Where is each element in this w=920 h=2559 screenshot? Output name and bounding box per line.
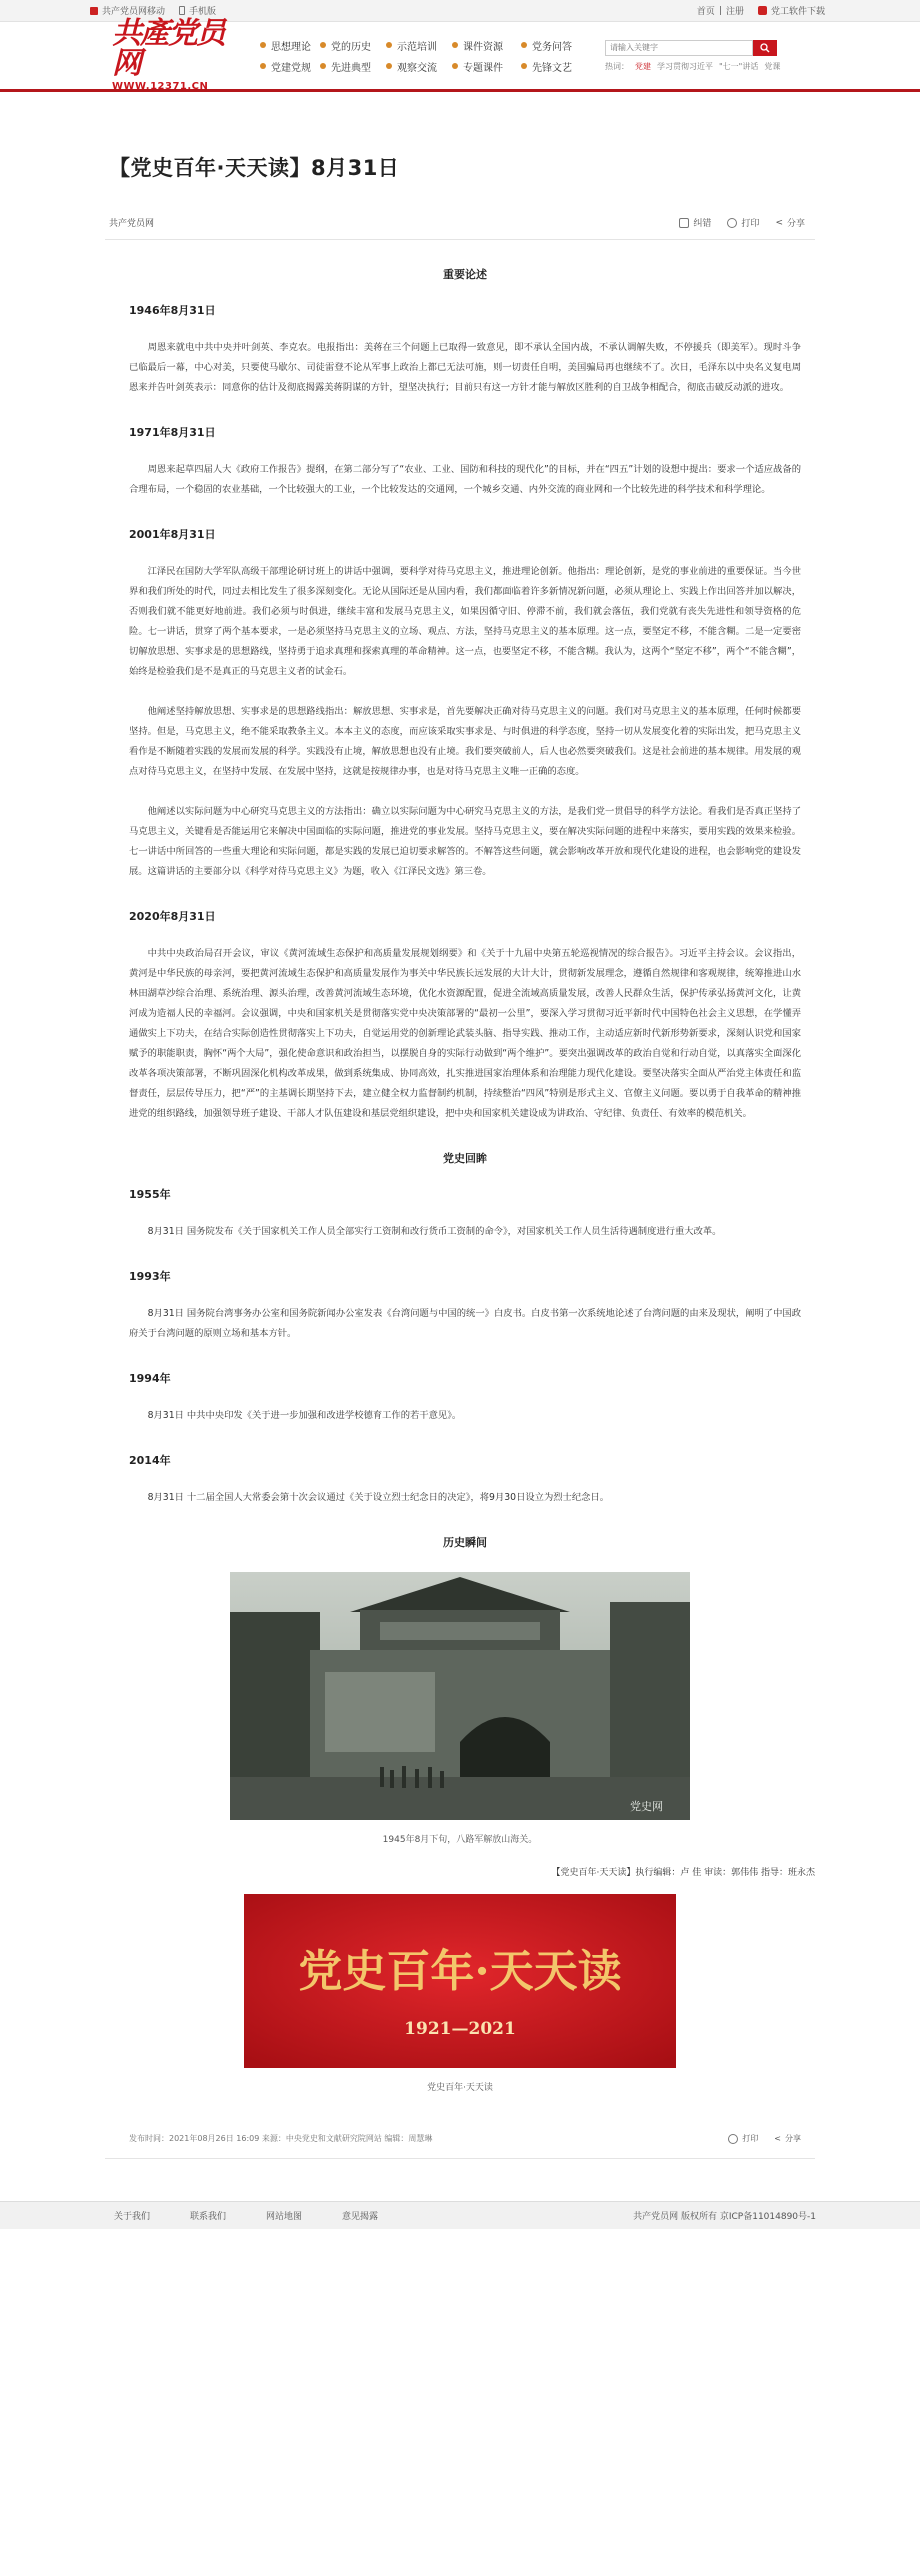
nav-item-10[interactable] bbox=[521, 59, 581, 74]
bottom-tools bbox=[728, 2133, 801, 2144]
publish-info: 发布时间：2021年08月26日 16:09 来源：中央党史和文献研究院网站 编辑：周慧琳 bbox=[129, 2134, 433, 2143]
paragraph: 他阐述以实际问题为中心研究马克思主义的方法指出：确立以实际问题为中心研究马克思主义的方法，是我们党一贯倡导的科学方法论。看我们是否真正坚持了马克思主义，关键看是否能运用它来解决中国面临的实际问题，推进党的事业发展。坚持马克思主义，要在解决实际问题的进程中来落实，要用实践的效果来检验。七一讲话中所回答的一些重大理论和实际问题，都是实践的发展已迫切要求解答的。不解答这些问题，就会影响改革开放和现代化建设的进程，也会影响党的建设发展。这篇讲话的主要部分以《科学对待马克思主义》为题，收入《江泽民文选》第三卷。 bbox=[129, 806, 801, 877]
share-label: 分享 bbox=[786, 219, 805, 229]
publish-meta bbox=[105, 2133, 815, 2144]
nav-dot-icon bbox=[521, 42, 527, 48]
phone-icon bbox=[179, 6, 185, 15]
section-heading: 党史回眸 bbox=[443, 1152, 487, 1165]
main-nav bbox=[260, 38, 581, 74]
share-icon: < bbox=[775, 217, 783, 228]
report-error-label: 纠错 bbox=[693, 219, 712, 229]
nav-item-label: 课件资源 bbox=[463, 41, 503, 53]
nav-item-6[interactable] bbox=[260, 59, 318, 74]
search-button[interactable] bbox=[753, 40, 777, 56]
article bbox=[105, 92, 815, 2159]
title-divider bbox=[105, 239, 815, 240]
print-label: 打印 bbox=[741, 219, 760, 229]
mobile-version-label: 手机版 bbox=[189, 7, 217, 17]
date-heading: 1955年 bbox=[129, 1188, 171, 1201]
nav-dot-icon bbox=[386, 42, 392, 48]
nav-item-3[interactable] bbox=[386, 38, 450, 53]
search-area bbox=[605, 40, 780, 72]
print-button[interactable] bbox=[727, 216, 759, 229]
paragraph: 8月31日 国务院发布《关于国家机关工作人员全部实行工资制和改行货币工资制的命令》，对国家机关工作人员生活待遇制度进行重大改革。 bbox=[147, 1226, 722, 1237]
nav-item-7[interactable] bbox=[320, 59, 384, 74]
app-download-label: 党工软件下载 bbox=[770, 7, 825, 17]
article-meta bbox=[105, 216, 815, 229]
paragraph: 8月31日 中共中央印发《关于进一步加强和改进学校德育工作的若干意见》。 bbox=[147, 1410, 462, 1421]
share-button-bottom[interactable] bbox=[774, 2133, 801, 2144]
footer-link-about[interactable]: 关于我们 bbox=[114, 2212, 151, 2222]
date-heading: 2001年8月31日 bbox=[129, 528, 216, 541]
share-button[interactable] bbox=[775, 216, 805, 229]
nav-dot-icon bbox=[452, 63, 458, 69]
copyright: 共产党员网 版权所有 京ICP备11014890号-1 bbox=[633, 2212, 816, 2222]
topbar-right bbox=[697, 4, 825, 17]
nav-item-label: 专题课件 bbox=[463, 62, 503, 74]
hot-word-link[interactable]: 党建 bbox=[635, 61, 651, 71]
mobile-site-label: 共产党员网移动 bbox=[102, 7, 166, 17]
separator: | bbox=[718, 5, 722, 16]
paragraph: 中共中央政治局召开会议，审议《黄河流域生态保护和高质量发展规划纲要》和《关于十九届中央第五轮巡视情况的综合报告》。习近平主持会议。会议指出，黄河是中华民族的母亲河，要把黄河流域生态保护和高质量发展作为事关中华民族长远发展的大计大计，贯彻新发展理念，遵循自然规律和客观规律，统筹推进山水林田湖草沙综合治理、系统治理、源头治理，改善黄河流域生态环境，优化水资源配置，促进全流域高质量发展，改善人民群众生活，保护传承弘扬黄河文化，让黄河成为造福人民的幸福河。会议强调，中央和国家机关是贯彻落实党中央决策部署的“最初一公里”，要深入学习贯彻习近平新时代中国特色社会主义思想，在学懂弄通做实上下功夫，在结合实际创造性贯彻落实上下功夫，自觉运用党的创新理论武装头脑、指导实践、推动工作，主动适应新时代新形势新要求，深刻认识党和国家赋予的职能职责，胸怀“两个大局”，强化使命意识和政治担当，以摆脱自身的实际行动做到“两个维护”。要突出强调改革的政治自觉和行动自觉，以真落实全面深化改革各项决策部署，不断巩固深化机构改革成果，做到系统集成、协同高效，扎实推进国家治理体系和治理能力现代化建设。要坚决落实全面从严治党主体责任和监督责任，层层传导压力，把“严”的主基调长期坚持下去，建立健全权力监督制约机制，持续整治“四风”特别是形式主义、官僚主义问题。要以勇于自我革命的精神推进党的组织路线，加强领导班子建设、干部人才队伍建设和基层党组织建设，把中央和国家机关建设成为讲政治、守纪律、负责任、有效率的模范机关。 bbox=[129, 948, 801, 1119]
footer-links bbox=[114, 2209, 378, 2222]
nav-item-label: 先进典型 bbox=[331, 62, 371, 74]
hot-words-label: 热词： bbox=[605, 61, 629, 71]
home-link[interactable]: 首页 bbox=[696, 7, 715, 17]
app-download-link[interactable] bbox=[758, 4, 825, 17]
party-emblem-icon bbox=[90, 7, 98, 15]
history-photo-block bbox=[230, 1572, 690, 1845]
site-header bbox=[0, 16, 920, 92]
editor-credits: 【党史百年·天天读】执行编辑：卢 佳 审读：郭伟伟 指导：班永杰 bbox=[551, 1868, 815, 1878]
site-logo[interactable] bbox=[112, 16, 230, 92]
nav-dot-icon bbox=[452, 42, 458, 48]
historical-photo bbox=[230, 1572, 690, 1820]
nav-item-label: 观察交流 bbox=[397, 62, 437, 74]
section-heading: 重要论述 bbox=[443, 268, 487, 281]
hot-words bbox=[605, 61, 780, 72]
share-label: 分享 bbox=[785, 2134, 801, 2143]
app-icon bbox=[758, 6, 767, 15]
article-title: 【党史百年·天天读】8月31日 bbox=[109, 156, 400, 180]
footer-link-contact[interactable]: 联系我们 bbox=[190, 2212, 227, 2222]
paragraph: 周恩来起草四届人大《政府工作报告》提纲，在第二部分写了“农业、工业、国防和科技的现代化”的目标，并在“四五”计划的设想中提出：要求一个适应战备的合理布局，一个稳固的农业基础，一个比较强大的工业，一个比较发达的交通网，一个城乡交通、内外交流的商业网和一个比较先进的科学技术和科学理论。 bbox=[129, 464, 801, 495]
nav-dot-icon bbox=[386, 63, 392, 69]
search-input[interactable] bbox=[605, 40, 753, 56]
bottom-divider bbox=[105, 2158, 815, 2159]
date-heading: 1994年 bbox=[129, 1372, 171, 1385]
print-button-bottom[interactable] bbox=[728, 2133, 758, 2144]
print-icon bbox=[727, 218, 737, 228]
hot-word-link[interactable]: 学习贯彻习近平 bbox=[657, 61, 713, 71]
nav-item-label: 示范培训 bbox=[397, 41, 437, 53]
nav-item-label: 党建党规 bbox=[271, 62, 311, 74]
date-heading: 2014年 bbox=[129, 1454, 171, 1467]
banner-years: 1921—2021 bbox=[404, 2019, 516, 2039]
nav-item-9[interactable] bbox=[452, 59, 519, 74]
nav-item-1[interactable] bbox=[260, 38, 318, 53]
hot-word-link[interactable]: 党课 bbox=[764, 61, 781, 71]
footer-link-feedback[interactable]: 意见揭露 bbox=[342, 2212, 379, 2222]
series-banner bbox=[244, 1894, 676, 2068]
share-icon: < bbox=[774, 2134, 781, 2143]
footer-link-sitemap[interactable]: 网站地图 bbox=[266, 2212, 303, 2222]
search-row bbox=[605, 40, 780, 56]
article-content bbox=[105, 266, 815, 1550]
photo-watermark: 党史网 bbox=[630, 1800, 663, 1813]
paragraph: 周恩来就电中共中央并叶剑英、李克农。电报指出：美蒋在三个问题上已取得一致意见，即不承认全国内战，不承认调解失败，不停援兵（即美军）。现时斗争已临最后一幕，中心对美，只要使马歇尔、司徒雷登不论从军事上政治上都已无法可施，则一切责任自明，美国骗局再也继续不了。次日，毛泽东以中央名义复电周恩来并告叶剑英表示：同意你的估计及彻底揭露美蒋阴谋的方针，望坚决执行；目前只有这一方针才能与解放区胜利的自卫战争相配合，彻底击破反动派的进攻。 bbox=[129, 342, 801, 393]
logo-text: 共產党员网 bbox=[112, 16, 224, 81]
paragraph: 8月31日 十二届全国人大常委会第十次会议通过《关于设立烈士纪念日的决定》，将9月30日设立为烈士纪念日。 bbox=[147, 1492, 610, 1503]
nav-item-label: 党务问答 bbox=[532, 41, 572, 53]
paragraph: 8月31日 国务院台湾事务办公室和国务院新闻办公室发表《台湾问题与中国的统一》白皮书。白皮书第一次系统地论述了台湾问题的由来及现状，阐明了中国政府关于台湾问题的原则立场和基本方针。 bbox=[129, 1308, 801, 1339]
nav-dot-icon bbox=[521, 63, 527, 69]
nav-dot-icon bbox=[320, 63, 326, 69]
banner-caption: 党史百年·天天读 bbox=[427, 2083, 493, 2093]
date-heading: 1993年 bbox=[129, 1270, 171, 1283]
nav-item-2[interactable] bbox=[320, 38, 384, 53]
search-icon bbox=[760, 43, 770, 53]
nav-item-4[interactable] bbox=[452, 38, 519, 53]
nav-item-label: 思想理论 bbox=[271, 41, 311, 53]
section-heading: 历史瞬间 bbox=[443, 1536, 487, 1549]
date-heading: 2020年8月31日 bbox=[129, 910, 216, 923]
article-source: 共产党员网 bbox=[109, 219, 155, 229]
print-label: 打印 bbox=[742, 2134, 759, 2143]
nav-item-8[interactable] bbox=[386, 59, 450, 74]
nav-dot-icon bbox=[320, 42, 326, 48]
hot-word-link[interactable]: "七一"讲话 bbox=[719, 61, 759, 71]
nav-item-label: 党的历史 bbox=[331, 41, 371, 53]
nav-dot-icon bbox=[260, 63, 266, 69]
nav-item-5[interactable] bbox=[521, 38, 581, 53]
article-tools bbox=[679, 216, 805, 229]
site-footer bbox=[0, 2201, 920, 2229]
auth-links bbox=[697, 4, 744, 17]
photo-caption: 1945年8月下旬，八路军解放山海关。 bbox=[382, 1835, 538, 1845]
register-link[interactable]: 注册 bbox=[725, 7, 744, 17]
date-heading: 1946年8月31日 bbox=[129, 304, 216, 317]
paragraph: 江泽民在国防大学军队高级干部理论研讨班上的讲话中强调，要科学对待马克思主义，推进理论创新。他指出：理论创新，是党的事业前进的重要保证。当今世界和我们所处的时代，同过去相比发生了很多深刻变化。无论从国际还是从国内看，我们都面临着许多新情况新问题，必须从理论上、实践上作出回答并加以解决，否则我们就不能更好地前进。我们必须与时俱进，继续丰富和发展马克思主义，如果因循守旧、停滞不前，我们就会落伍，我们党就有丧失先进性和领导资格的危险。七一讲话，贯穿了两个基本要求，一是必须坚持马克思主义的立场、观点、方法，坚持马克思主义的基本原理。这一点，要坚定不移，不能含糊。二是一定要密切解放思想、实事求是的思想路线，坚持勇于追求真理和探索真理的革命精神。这一点，也要坚定不移，不能含糊。我认为，这两个“坚定不移”，两个“不能含糊”，始终是检验我们是不是真正的马克思主义者的试金石。 bbox=[129, 566, 801, 677]
nav-dot-icon bbox=[260, 42, 266, 48]
print-icon bbox=[728, 2134, 738, 2144]
edit-icon bbox=[679, 218, 689, 228]
logo-url: WWW.12371.CN bbox=[112, 81, 209, 92]
banner-title: 党史百年·天天读 bbox=[298, 1946, 622, 1997]
paragraph: 他阐述坚持解放思想、实事求是的思想路线指出：解放思想、实事求是，首先要解决正确对待马克思主义的问题。我们对马克思主义的基本原理，任何时候都要坚持。但是，马克思主义，绝不能采取教条主义。本本主义的态度，而应该采取实事求是、与时俱进的科学态度，坚持一切从发展变化着的实际出发，把马克思主义看作是不断随着实践的发展而发展的科学。实践没有止境，解放思想也没有止境。我们要突破前人，后人也必然要突破我们。这是社会前进的基本规律。用发展的观点对待马克思主义，在坚持中发展、在发展中坚持，这就是按规律办事，也是对待马克思主义唯一正确的态度。 bbox=[129, 706, 801, 777]
date-heading: 1971年8月31日 bbox=[129, 426, 216, 439]
nav-item-label: 先锋文艺 bbox=[532, 62, 572, 74]
report-error-button[interactable] bbox=[679, 216, 711, 229]
